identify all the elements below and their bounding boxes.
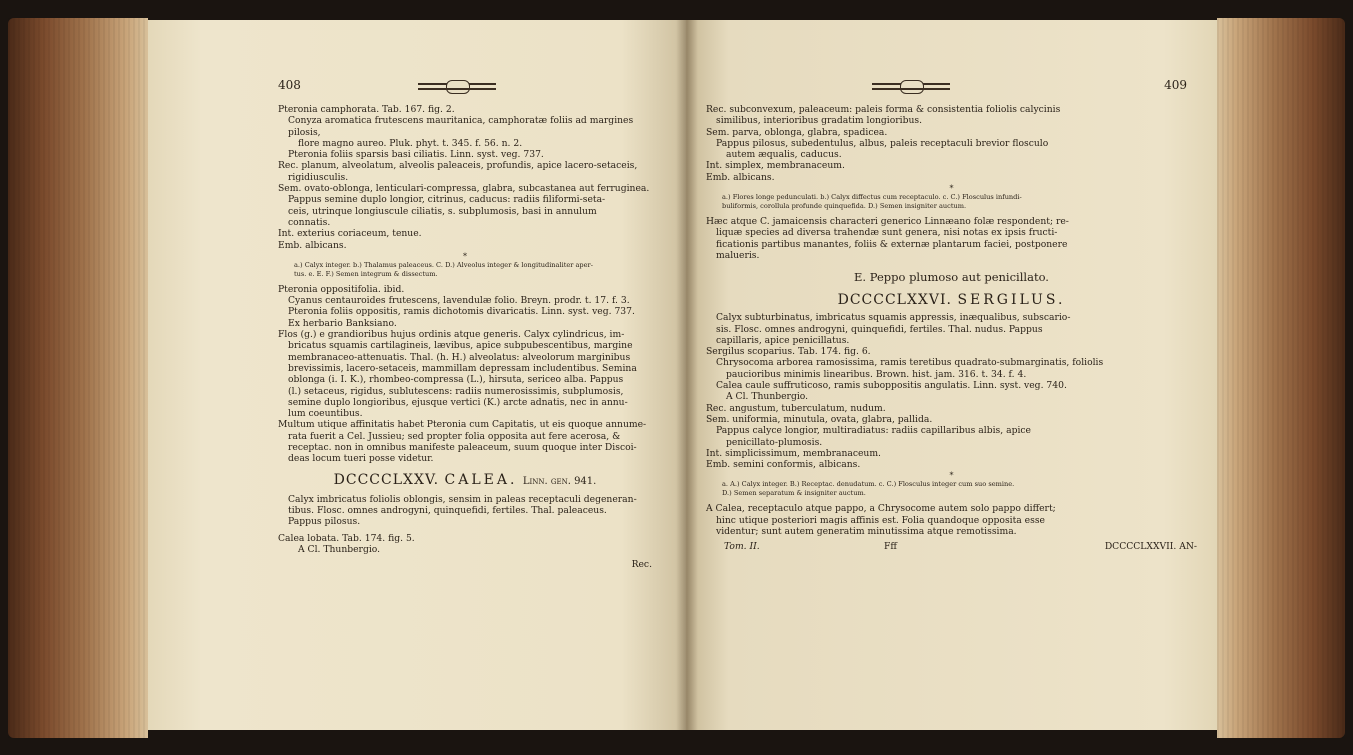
text-line: Rec. angustum, tuberculatum, nudum. [706, 402, 886, 414]
text-line: Rec. planum, alveolatum, alveolis paleaceis, profundis, apice lacero-setaceis, [278, 160, 638, 172]
text-line: Conyza aromatica frutescens mauritanica, camphoratæ foliis ad margines pilosis, [288, 115, 634, 138]
text-line: Pteronia oppositifolia. ibid. [278, 283, 405, 295]
genus-reference: Linn. gen. 941. [522, 475, 597, 487]
text-line: ficationis partibus manantes, foliis & externæ plantarum faciei, postponere [716, 238, 1068, 250]
page-footer [706, 541, 1197, 553]
figure-note-line: tus. e. E. F.) Semen integrum & dissectum. [294, 269, 438, 278]
text-line: Ex herbario Banksiano. [288, 317, 397, 329]
sergilus-description [706, 312, 1197, 537]
text-line: Multum utique affinitatis habet Pteronia cum Capitatis, ut eis quoque annume- [278, 419, 647, 431]
signature-mark: Fff [884, 541, 897, 553]
text-line: oblonga (i. I. K.), rhombeo-compressa (L.), hirsuta, sericeo alba. Pappus [288, 374, 624, 386]
text-line: sis. Flosc. omnes androgyni, quinquefidi, fertiles. Thal. nudus. Pappus [716, 323, 1043, 335]
text-line: Int. simplex, membranaceum. [706, 160, 845, 172]
text-line: bricatus squamis cartilagineis, lævibus, apice subpubescentibus, margine [288, 340, 633, 352]
left-page-header [278, 78, 652, 100]
text-line: receptac. non in omnibus manifeste paleaceum, suum quoque inter Discoi- [288, 442, 637, 454]
left-page-body [278, 104, 652, 465]
text-line: penicillato-plumosis. [726, 436, 823, 448]
text-line: A Calea, receptaculo atque pappo, a Chrysocome autem solo pappo differt; [706, 503, 1056, 515]
text-line: liquæ species ad diversa trahendæ sunt genera, nisi notas ex ipsis fructi- [716, 227, 1058, 239]
text-line: Sergilus scoparius. Tab. 174. fig. 6. [706, 346, 871, 358]
text-line: Sem. uniformia, minutula, ovata, glabra, pallida. [706, 413, 933, 425]
text-line: Emb. semini conformis, albicans. [706, 459, 861, 471]
left-page-edges [8, 18, 148, 738]
section-heading: E. Peppo plumoso aut penicillato. [854, 270, 1049, 285]
text-line: similibus, interioribus gradatim longioribus. [716, 115, 923, 127]
calea-description [278, 494, 652, 555]
text-line: Rec. subconvexum, paleaceum: paleis forma & consistentia foliolis calycinis [706, 104, 1061, 115]
text-line: semine duplo longioribus, ejusque vertici (K.) arcte adnatis, nec in annu- [288, 396, 628, 408]
text-line: connatis. [288, 216, 331, 228]
text-line: Pteronia foliis sparsis basi ciliatis. Linn. syst. veg. 737. [288, 149, 544, 161]
text-line: Int. simplicissimum, membranaceum. [706, 447, 881, 459]
text-line: Hæc atque C. jamaicensis characteri generico Linnæano folæ respondent; re- [706, 216, 1069, 228]
text-line: Sem. parva, oblonga, glabra, spadicea. [706, 126, 888, 138]
text-line: Flos (g.) e grandioribus hujus ordinis atque generis. Calyx cylindricus, im- [278, 329, 625, 341]
genus-name: SERGILUS. [957, 292, 1066, 309]
text-line: (l.) setaceus, rigidus, sublutescens: radiis numerosissimis, subplumosis, [288, 385, 624, 397]
text-line: tibus. Flosc. omnes androgyni, quinquefidi, fertiles. Thal. paleaceus. [288, 504, 607, 516]
text-line: A Cl. Thunbergio. [298, 543, 381, 555]
text-line: capillaris, apice penicillatus. [716, 334, 850, 346]
tome-label: Tom. II. [724, 541, 760, 553]
text-line: flore magno aureo. Pluk. phyt. t. 345. f. 56. n. 2. [298, 137, 523, 149]
genus-name: CALEA. [444, 471, 518, 488]
page-number-right: 409 [1164, 78, 1187, 92]
text-line: rata fuerit a Cel. Jussieu; sed propter folia opposita aut fere acerosa, & [288, 430, 621, 442]
text-line: Calyx imbricatus foliolis oblongis, sensim in paleas receptaculi degeneran- [288, 493, 637, 505]
catchword-right: DCCCCLXXVII. AN- [1104, 541, 1197, 553]
right-page-header [706, 78, 1197, 100]
text-line: rigidiusculis. [288, 171, 349, 183]
text-line: autem æqualis, caducus. [726, 149, 842, 161]
text-line: Calyx subturbinatus, imbricatus squamis appressis, inæqualibus, subscario- [716, 312, 1071, 324]
right-page-body [706, 104, 1197, 261]
text-line: Pappus calyce longior, multiradiatus: radiis capillaribus albis, apice [716, 425, 1031, 437]
text-line: Sem. ovato-oblonga, lenticulari-compressa, glabra, subcastanea aut ferruginea. [278, 183, 650, 195]
header-ornament-right [872, 80, 950, 92]
text-line: Cyanus centauroides frutescens, lavendulæ folio. Breyn. prodr. t. 17. f. 3. [288, 295, 630, 307]
book-gutter [676, 20, 698, 730]
figure-note-line: a. A.) Calyx integer. B.) Receptac. denudatum. c. C.) Flosculus integer cum suo semine. [722, 480, 1015, 489]
text-line: brevissimis, lacero-setaceis, mammillam depressam includentibus. Semina [288, 362, 637, 374]
text-line: Pteronia foliis oppositis, ramis dichotomis divaricatis. Linn. syst. veg. 737. [288, 306, 635, 318]
text-line: Emb. albicans. [278, 239, 347, 251]
genus-number: DCCCCLXXV. [333, 471, 440, 488]
page-number-left: 408 [278, 78, 301, 92]
text-line: lum coeuntibus. [288, 408, 363, 420]
left-page [148, 20, 686, 730]
catchword-left: Rec. [631, 559, 652, 571]
asterisk-divider: * [463, 251, 467, 261]
text-line: malueris. [716, 249, 760, 261]
text-line: Emb. albicans. [706, 171, 775, 183]
text-line: Pappus pilosus, subedentulus, albus, paleis receptaculi brevior flosculo [716, 137, 1049, 149]
figure-note-line: a.) Calyx integer. b.) Thalamus paleaceus. C. D.) Alveolus integer & longitudinaliter aper- [294, 260, 593, 269]
figure-note-line: buliformis, corollula profunde quinquefida. D.) Semen insigniter auctum. [722, 202, 967, 211]
right-page [686, 20, 1217, 730]
genus-number: DCCCCLXXVI. [837, 292, 952, 309]
text-line: membranaceo-attenuatis. Thal. (h. H.) alveolatus: alveolorum marginibus [288, 351, 631, 363]
text-line: Pappus pilosus. [288, 516, 361, 528]
asterisk-divider: * [949, 184, 954, 194]
text-line: paucioribus minimis linearibus. Brown. hist. jam. 316. t. 34. f. 4. [726, 368, 1027, 380]
text-line: videntur; sunt autem generatim minutissima atque remotissima. [716, 526, 1017, 538]
genus-heading-sergilus [706, 291, 1197, 309]
right-page-edges [1217, 18, 1345, 738]
text-line: Chrysocoma arborea ramosissima, ramis teretibus quadrato-submarginatis, foliolis [716, 357, 1104, 369]
text-line: deas locum tueri posse videtur. [288, 453, 434, 465]
asterisk-divider: * [949, 471, 954, 481]
genus-heading-calea [278, 471, 652, 491]
text-line: Pteronia camphorata. Tab. 167. fig. 2. [278, 104, 455, 115]
text-line: Calea lobata. Tab. 174. fig. 5. [278, 532, 415, 544]
figure-note-line: D.) Semen separatum & insigniter auctum. [722, 489, 866, 498]
text-line: A Cl. Thunbergio. [726, 391, 809, 403]
text-line: Calea caule suffruticoso, ramis suboppositis angulatis. Linn. syst. veg. 740. [716, 380, 1067, 392]
text-line: hinc utique posteriori magis affinis est. Folia quandoque opposita esse [716, 514, 1045, 526]
figure-note-line: a.) Flores longe pedunculati. b.) Calyx diffectus cum receptaculo. c. C.) Flosculus infundi- [722, 193, 1022, 202]
header-ornament-left [418, 80, 496, 92]
text-line: ceis, utrinque longiuscule ciliatis, s. subplumosis, basi in annulum [288, 205, 597, 217]
text-line: Pappus semine duplo longior, citrinus, caducus: radiis filiformi-seta- [288, 194, 606, 206]
text-line: Int. exterius coriaceum, tenue. [278, 228, 422, 240]
